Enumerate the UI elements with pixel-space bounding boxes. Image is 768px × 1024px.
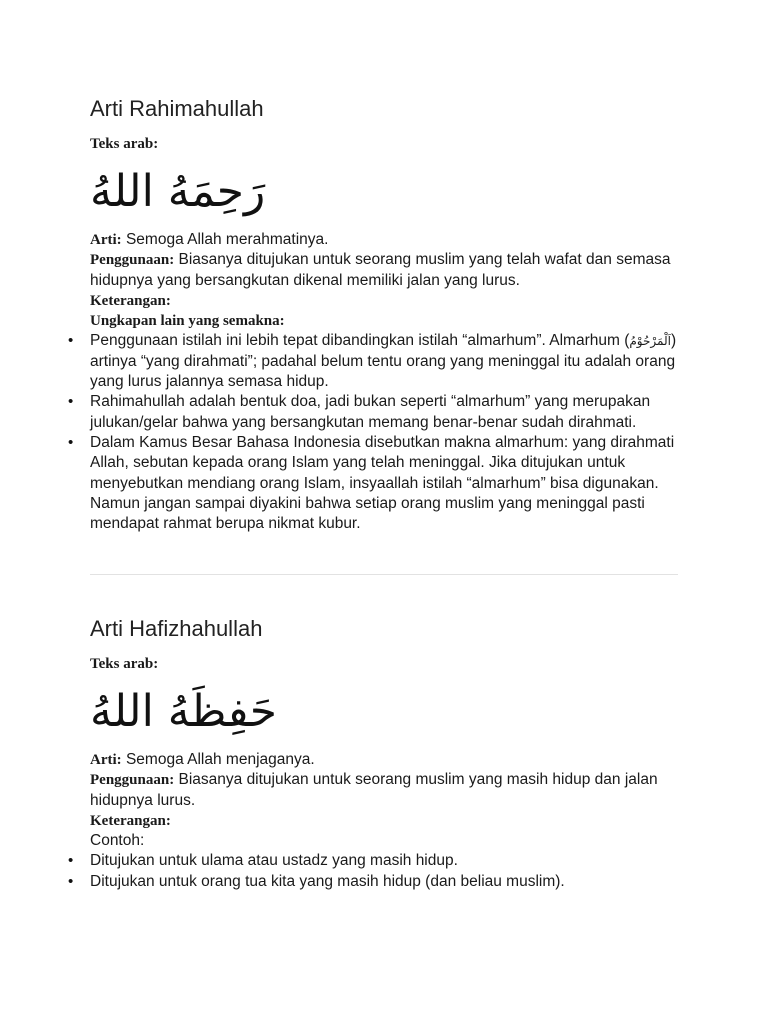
section-rahimahullah bbox=[90, 94, 680, 534]
penggunaan-text: Biasanya ditujukan untuk seorang muslim yang masih hidup dan jalan hidupnya lurus. bbox=[90, 771, 658, 809]
list-item: • Ditujukan untuk ulama atau ustadz yang masih hidup. bbox=[90, 851, 680, 871]
keterangan-line bbox=[90, 291, 680, 311]
bullet-list bbox=[90, 331, 680, 534]
bullet-text: ) artinya “yang dirahmati”; padahal belum tentu orang yang meninggal itu adalah orang yang lurus jalannya semasa hidup. bbox=[90, 332, 677, 391]
section-title: Arti Rahimahullah bbox=[90, 96, 264, 121]
list-item bbox=[90, 331, 680, 392]
ungkapan-line bbox=[90, 311, 680, 331]
section-title: Arti Hafizhahullah bbox=[90, 616, 263, 641]
arti-line bbox=[90, 230, 680, 250]
arti-line bbox=[90, 750, 680, 770]
list-item: • Dalam Kamus Besar Bahasa Indonesia disebutkan makna almarhum: yang dirahmati Allah, sebutan kepada orang Islam yang telah meninggal. Jika ditujukan untuk menyebutkan mendiang orang Islam, insyaallah istilah “almarhum” bisa digunakan. Namun jangan sampai diyakini bahwa setiap orang muslim yang meninggal pasti mendapat rahmat berupa nikmat kubur. bbox=[90, 433, 680, 534]
bullet-list bbox=[90, 851, 680, 892]
teks-arab-label: Teks arab: bbox=[90, 656, 159, 672]
list-item: • Rahimahullah adalah bentuk doa, jadi bukan seperti “almarhum” yang merupakan julukan/gelar bahwa yang bersangkutan memang benar-benar sudah dirahmati. bbox=[90, 392, 680, 433]
section-hafizhahullah bbox=[90, 614, 680, 892]
teks-arab-label: Teks arab: bbox=[90, 136, 159, 152]
arabic-inline: اَلْمَرْحُوْمُ bbox=[629, 334, 671, 349]
list-item: • Ditujukan untuk orang tua kita yang masih hidup (dan beliau muslim). bbox=[90, 872, 680, 892]
keterangan-label: Keterangan: bbox=[90, 292, 171, 309]
penggunaan-line bbox=[90, 770, 680, 811]
penggunaan-text: Biasanya ditujukan untuk seorang muslim yang telah wafat dan semasa hidupnya yang bersangkutan dikenal memiliki jalan yang lurus. bbox=[90, 251, 671, 289]
bullet-text: Penggunaan istilah ini lebih tepat dibandingkan istilah “almarhum”. Almarhum ( bbox=[90, 332, 630, 350]
keterangan-line bbox=[90, 811, 680, 831]
section-divider bbox=[90, 574, 678, 575]
arabic-phrase: رَحِمَهُ اللهُ bbox=[90, 166, 266, 217]
contoh-line: Contoh: bbox=[90, 832, 145, 850]
penggunaan-line bbox=[90, 250, 680, 291]
keterangan-label: Keterangan: bbox=[90, 812, 171, 829]
teks-arab-label-line bbox=[90, 654, 680, 674]
ungkapan-label: Ungkapan lain yang semakna: bbox=[90, 313, 285, 330]
teks-arab-label-line bbox=[90, 134, 680, 154]
arti-label: Arti: bbox=[90, 752, 122, 768]
arabic-phrase: حَفِظَهُ اللهُ bbox=[90, 686, 277, 737]
arti-label: Arti: bbox=[90, 232, 122, 248]
arti-text: Semoga Allah merahmatinya. bbox=[121, 231, 329, 248]
penggunaan-label: Penggunaan: bbox=[90, 252, 175, 269]
penggunaan-label: Penggunaan: bbox=[90, 772, 175, 789]
arti-text: Semoga Allah menjaganya. bbox=[121, 751, 315, 768]
